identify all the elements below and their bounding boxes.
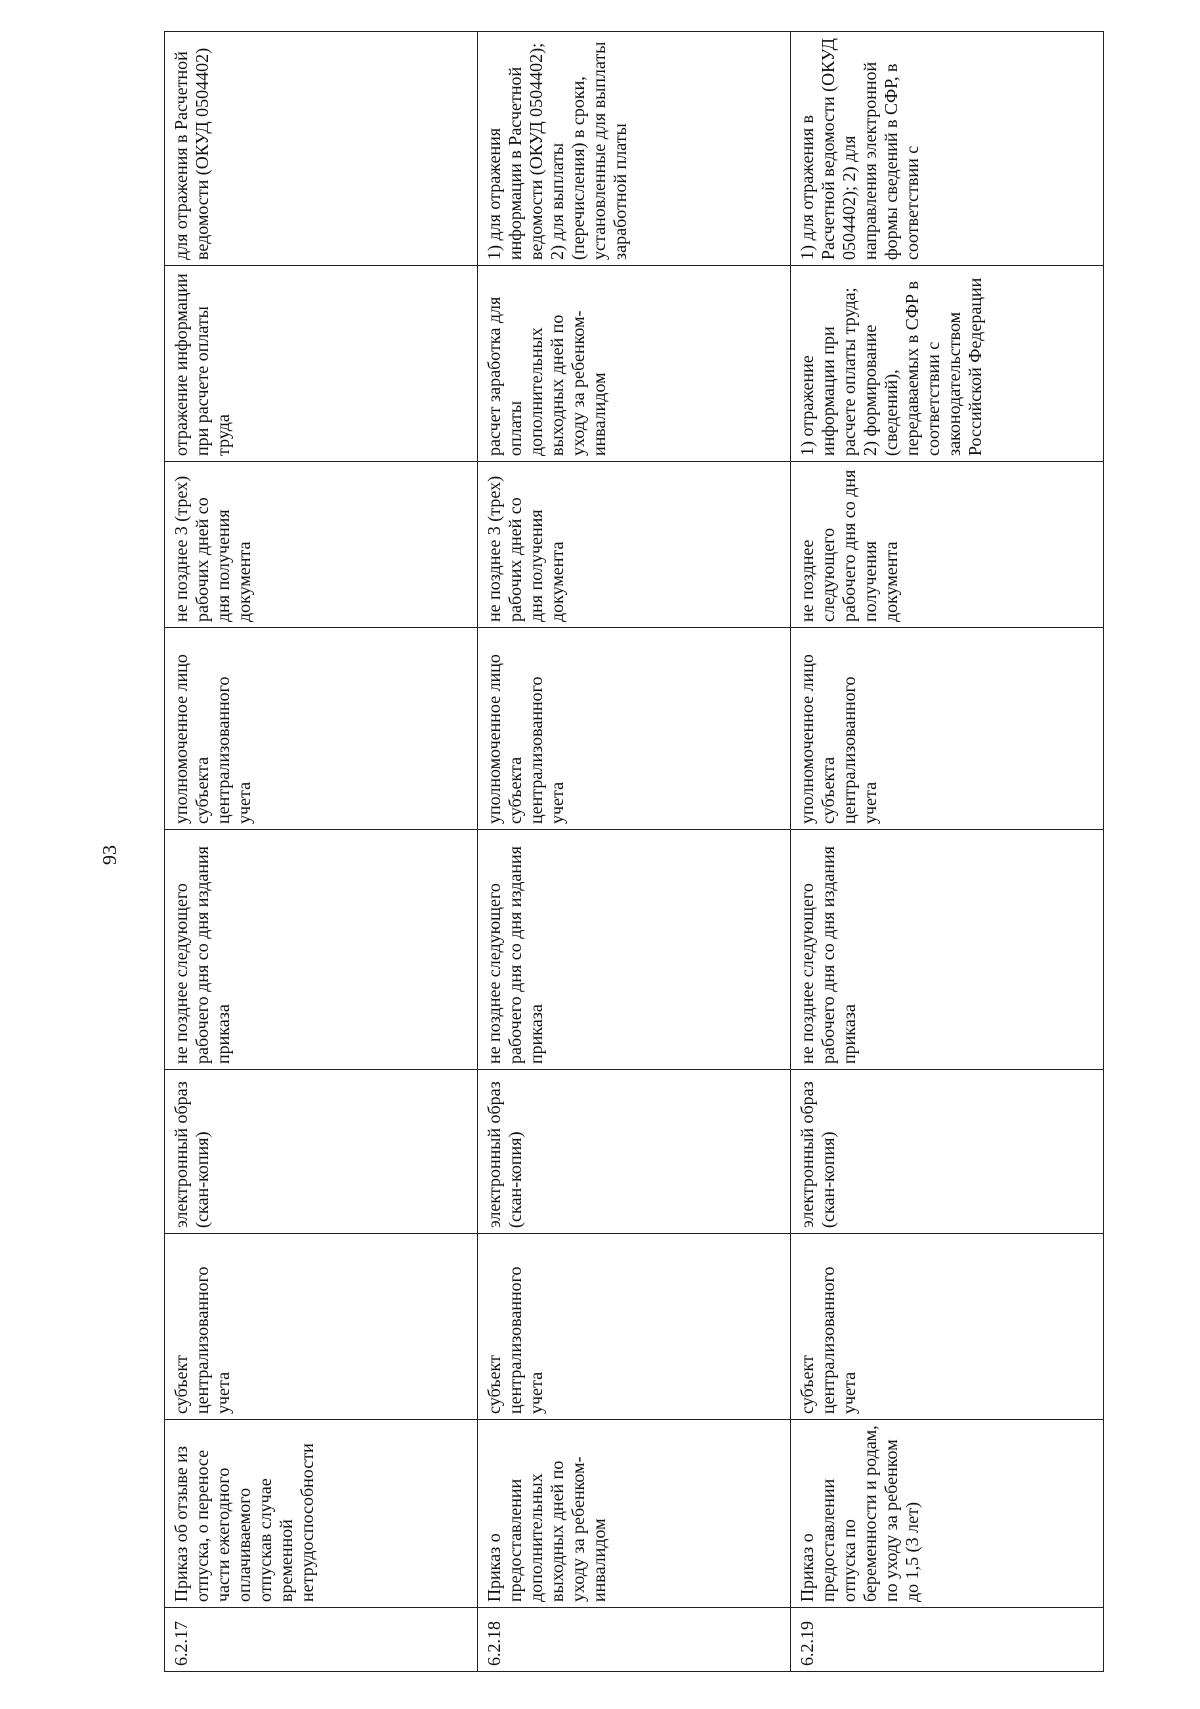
cell-processing-deadline: не позднее 3 (трех) рабочих дней со дня получения документа [165, 462, 478, 628]
cell-document: Приказ о предоставлении отпуска по беременности и родам, по уходу за ребенком до 1,5 (3 лет) [791, 1420, 1104, 1608]
table-row [165, 32, 478, 1672]
cell-format: электронный образ (скан-копия) [165, 1070, 478, 1234]
cell-document: Приказ о предоставлении дополнительных выходных дней по уходу за ребенком-инвалидом [478, 1420, 791, 1608]
cell-creator: субъект централизованного учета [478, 1234, 791, 1420]
rotated-table-container [164, 32, 1104, 1672]
cell-action: расчет заработка для оплаты дополнительных выходных дней по уходу за ребенком-инвалидом [478, 266, 791, 462]
cell-deadline: не позднее следующего рабочего дня со дня издания приказа [478, 830, 791, 1070]
cell-format: электронный образ (скан-копия) [478, 1070, 791, 1234]
cell-receiver: уполномоченное лицо субъекта централизованного учета [165, 628, 478, 830]
cell-action: 1) отражение информации при расчете оплаты труда; 2) формирование (сведений), передаваемых в СФР в соответствии с законодательством Российской Федерации [791, 266, 1104, 462]
cell-creator: субъект централизованного учета [165, 1234, 478, 1420]
cell-format: электронный образ (скан-копия) [791, 1070, 1104, 1234]
table-row [478, 32, 791, 1672]
table-row [791, 32, 1104, 1672]
cell-document: Приказ об отзыве из отпуска, о переносе части ежегодного оплачиваемого отпускав случае временной нетрудоспособности [165, 1420, 478, 1608]
cell-creator: субъект централизованного учета [791, 1234, 1104, 1420]
cell-purpose: для отражения в Расчетной ведомости (ОКУД 0504402) [165, 32, 478, 266]
page-number: 93 [99, 845, 121, 865]
cell-number: 6.2.17 [165, 1608, 478, 1672]
cell-number: 6.2.18 [478, 1608, 791, 1672]
cell-purpose: 1) для отражения информации в Расчетной ведомости (ОКУД 0504402); 2) для выплаты (перечисления) в сроки, установленные для выплаты заработной платы [478, 32, 791, 266]
cell-processing-deadline: не позднее 3 (трех) рабочих дней со дня получения документа [478, 462, 791, 628]
cell-number: 6.2.19 [791, 1608, 1104, 1672]
cell-receiver: уполномоченное лицо субъекта централизованного учета [791, 628, 1104, 830]
cell-action: отражение информации при расчете оплаты труда [165, 266, 478, 462]
cell-purpose: 1) для отражения в Расчетной ведомости (ОКУД 0504402); 2) для направления электронной формы сведений в СФР, в соответствии с [791, 32, 1104, 266]
cell-deadline: не позднее следующего рабочего дня со дня издания приказа [165, 830, 478, 1070]
cell-deadline: не позднее следующего рабочего дня со дня издания приказа [791, 830, 1104, 1070]
cell-receiver: уполномоченное лицо субъекта централизованного учета [478, 628, 791, 830]
cell-processing-deadline: не позднее следующего рабочего дня со дня получения документа [791, 462, 1104, 628]
document-table [164, 31, 1104, 1672]
